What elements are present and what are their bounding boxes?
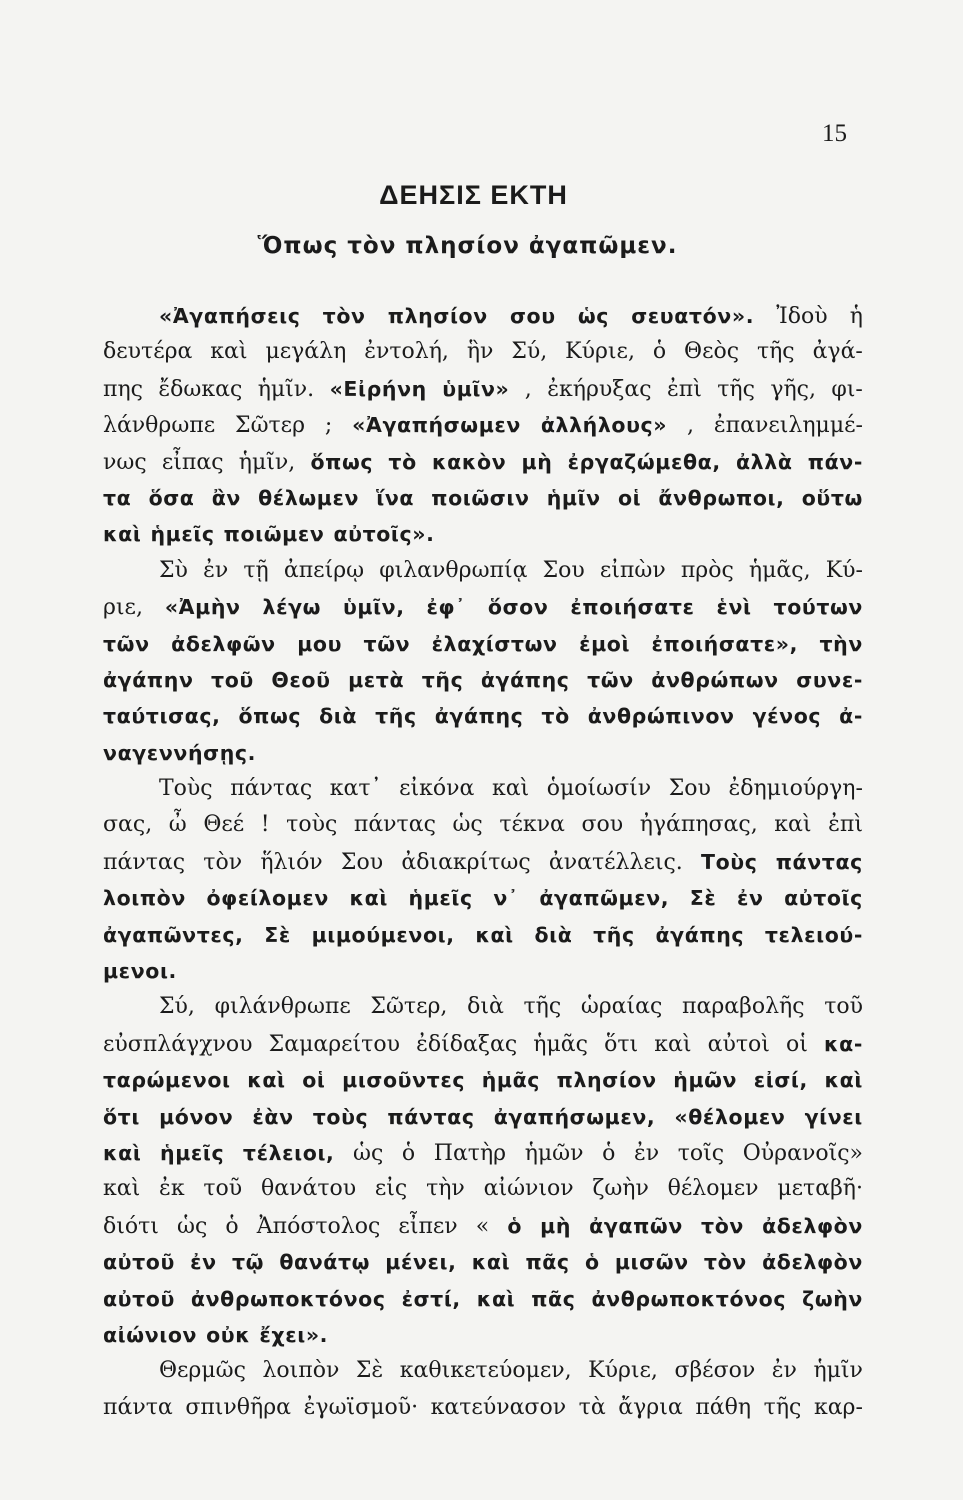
word: φι-	[831, 376, 863, 402]
bold-word: ἀνθρώπινον	[587, 704, 735, 729]
word: τῆς	[756, 339, 795, 365]
word: λάνθρωπε	[103, 413, 216, 439]
bold-word: τέλειοι,	[242, 1140, 335, 1165]
bold-word: ἐλαχίστων	[431, 631, 558, 656]
bold-word: ἡμῶν	[673, 1068, 738, 1093]
bold-word: ν᾽	[493, 886, 519, 911]
bold-word: καὶ	[476, 1286, 516, 1311]
word: Ἀπόστολος	[256, 1213, 381, 1239]
text-line	[103, 917, 863, 953]
word: Κύ-	[825, 557, 863, 583]
bold-word: τελειού-	[764, 922, 863, 947]
text-line	[103, 1099, 863, 1135]
word: τὴν	[426, 1176, 465, 1202]
word: Σύ,	[511, 339, 548, 365]
bold-word: τὸν	[701, 1213, 744, 1238]
bold-word: ἐργαζώμεθα,	[567, 449, 721, 474]
bold-word: αὐτοῖς».	[333, 522, 435, 547]
bold-word: ἑνὶ	[716, 595, 752, 620]
word: Πατὴρ	[433, 1140, 507, 1166]
text-line	[103, 298, 863, 334]
word: ὡραίας	[580, 994, 663, 1020]
text-line	[103, 1062, 863, 1098]
word: ἠγάπησας,	[639, 812, 758, 838]
bold-word: Σὲ	[264, 922, 291, 947]
word: ἡμῖν	[813, 1358, 863, 1384]
bold-word: «θέλομεν	[674, 1104, 786, 1129]
bold-word: καὶ	[824, 1068, 863, 1093]
body-text	[103, 298, 863, 1426]
word: δευτέρα	[103, 339, 193, 365]
word: νως	[103, 449, 147, 475]
word: παραβολῆς	[682, 994, 805, 1020]
word: ἀπείρῳ	[283, 557, 365, 583]
bold-word: αὐτοῖς	[784, 886, 863, 911]
word: ἐν	[771, 1358, 797, 1384]
word: ἐπανειλημμέ-	[713, 413, 863, 439]
word: ἐπὶ	[828, 812, 863, 838]
word: θανάτου	[260, 1176, 357, 1202]
bold-word: πλησίον	[387, 304, 488, 328]
bold-word: τὴν	[819, 631, 863, 656]
bold-word: καὶ	[475, 922, 514, 947]
word: Κύριε,	[565, 339, 635, 365]
word: καρ-	[813, 1394, 863, 1420]
word: σου	[581, 812, 624, 838]
bold-word: ἀγάπης	[434, 704, 524, 729]
bold-word: ἀδελφὸν	[762, 1250, 863, 1275]
bold-word: ἐν	[736, 886, 764, 911]
word: πάντας	[103, 849, 186, 875]
word: ἡμῖν,	[238, 449, 296, 475]
bold-word: τῆς	[375, 704, 417, 729]
word: κατ᾽	[329, 776, 382, 802]
word: σβέσον	[674, 1358, 756, 1384]
bold-word: μένει,	[385, 1250, 457, 1275]
word: ἐγωϊσμοῦ·	[303, 1394, 419, 1420]
bold-word: ζωὴν	[802, 1286, 863, 1311]
bold-word: καὶ	[103, 1140, 142, 1165]
bold-word: ἀλλὰ	[736, 449, 793, 474]
bold-word: μενοι.	[103, 959, 177, 984]
bold-word: αὐτοῦ	[103, 1250, 175, 1275]
text-line	[103, 735, 863, 771]
bold-word: τοῦ	[211, 667, 254, 692]
bold-word: ἂν	[211, 485, 241, 510]
bold-word: ἐφ᾽	[426, 595, 467, 620]
bold-word: ἀδελφῶν	[171, 631, 276, 656]
bold-word: κακὸν	[432, 449, 507, 474]
bold-word: οὕτω	[801, 485, 863, 510]
bold-word: ὑμῖν,	[342, 595, 405, 620]
word: θέλομεν	[667, 1176, 759, 1202]
bold-word: μισῶν	[614, 1250, 689, 1275]
text-line	[103, 1390, 863, 1426]
word: ἐκήρυξας	[547, 376, 652, 402]
bold-word: αὐτοῦ	[103, 1286, 175, 1311]
word: εὐσπλάγχνου	[103, 1031, 253, 1057]
word: ἀνατέλλεις.	[548, 849, 683, 875]
text-line	[103, 662, 863, 698]
bold-word: ἀδελφὸν	[762, 1213, 863, 1238]
word: ὁ	[225, 1213, 239, 1239]
bold-word: τῶν	[363, 631, 411, 656]
bold-word: τῆς	[593, 922, 635, 947]
word: μεταβῆ·	[777, 1176, 863, 1202]
bold-word: Τοὺς	[701, 849, 758, 874]
text-line	[103, 1171, 863, 1207]
bold-word: «Εἰρήνη	[329, 376, 427, 401]
chapter-heading: ΔΕΗΣΙΣ ΕΚΤΗ	[379, 180, 568, 210]
bold-word: ἐὰν	[252, 1104, 294, 1129]
bold-word: ἐστί,	[401, 1286, 461, 1311]
word: σας,	[103, 812, 153, 838]
bold-word: καὶ	[471, 1250, 511, 1275]
bold-word: πλησίον	[556, 1068, 657, 1093]
bold-word: ὅσα	[148, 485, 195, 510]
word: ἐδίδαξας	[416, 1031, 518, 1057]
bold-word: ἄνθρωποι,	[658, 485, 785, 510]
bold-word: εἰσί,	[753, 1068, 808, 1093]
bold-word: ὅπως	[238, 704, 302, 729]
word: τέκνα	[499, 812, 565, 838]
bold-word: καὶ	[247, 1068, 286, 1093]
word: ἡ	[849, 304, 863, 329]
word: Θεέ	[203, 812, 245, 838]
word: Σου	[542, 557, 585, 583]
word: Σῶτερ,	[370, 994, 448, 1020]
bold-word: μὴ	[521, 449, 553, 474]
word: τὸν	[203, 849, 243, 875]
bold-word: πάν-	[807, 449, 863, 474]
word: ἡμῶν	[524, 1140, 584, 1166]
word: Σου	[668, 776, 711, 802]
word: Θερμῶς	[159, 1358, 246, 1384]
word: ἣν	[466, 339, 494, 365]
word: κατεύνασον	[430, 1394, 567, 1420]
word: ὡς	[452, 812, 483, 838]
bold-word: ὅσον	[487, 595, 549, 620]
word: πάντας	[230, 776, 313, 802]
text-line	[103, 626, 863, 662]
bold-word: πάντας	[387, 1104, 475, 1129]
word: ἐκ	[159, 1176, 185, 1202]
word: ἐν	[203, 557, 229, 583]
bold-word: ἀνθρώπων	[651, 667, 779, 692]
text-line	[103, 516, 863, 552]
word: ὦ	[168, 812, 187, 838]
text-line	[103, 589, 863, 625]
word: ;	[324, 413, 333, 439]
word: ὁ	[652, 339, 667, 365]
bold-word: ὅπως	[310, 449, 374, 474]
word: ὅτι	[604, 1031, 639, 1057]
bold-word: λοιπὸν	[103, 886, 186, 911]
bold-word: ὅτι	[103, 1104, 140, 1129]
bold-word: τὸ	[541, 704, 570, 729]
word: Σὲ	[355, 1358, 384, 1384]
bold-word: διὰ	[534, 922, 573, 947]
text-line	[103, 1353, 863, 1389]
bold-word: «Ἀγαπήσωμεν	[352, 413, 521, 438]
text-line	[103, 771, 863, 807]
bold-word: καὶ	[103, 522, 142, 547]
text-line	[103, 807, 863, 843]
word: γῆς,	[770, 376, 816, 402]
text-line	[103, 1135, 863, 1171]
word: ἐν	[633, 1140, 660, 1166]
word: τοῦ	[824, 994, 863, 1020]
chapter-subheading: Ὅπως τὸν πλησίον ἀγαπῶμεν.	[257, 233, 678, 259]
word: τοῖς	[677, 1140, 725, 1166]
bold-word: οὐκ	[206, 1322, 251, 1347]
bold-word: ἡμεῖς	[150, 522, 215, 547]
word: Κύριε,	[588, 1358, 658, 1384]
word: τῆς	[523, 994, 562, 1020]
bold-word: τῆς	[421, 667, 464, 692]
bold-word: καὶ	[349, 886, 388, 911]
bold-word: τῶν	[587, 667, 634, 692]
word: ἀδιακρίτως	[401, 849, 531, 875]
bold-word: ἀγαπῶμεν,	[539, 886, 670, 911]
bold-word: Θεοῦ	[271, 667, 331, 692]
bold-word: ἀγάπην	[103, 667, 194, 692]
word: εἶπεν	[398, 1213, 458, 1239]
bold-word: οἱ	[617, 485, 642, 510]
bold-word: «Ἀγαπήσεις	[159, 304, 301, 328]
word: σπινθῆρα	[185, 1394, 292, 1420]
bold-word: τοὺς	[312, 1104, 369, 1129]
bold-word: μιμούμενοι,	[311, 922, 455, 947]
word: ἐδημιούργη-	[728, 776, 863, 802]
word: «	[475, 1213, 490, 1239]
word: πρὸς	[680, 557, 734, 583]
bold-word: μόνον	[159, 1104, 234, 1129]
bold-word: ναγεννήσῃς.	[103, 740, 257, 765]
word: τοὺς	[286, 812, 338, 838]
text-line	[103, 953, 863, 989]
bold-word: ἀγάπης	[655, 922, 745, 947]
bold-word: τὸν	[322, 304, 366, 328]
word: πάντας	[353, 812, 436, 838]
word: πης	[103, 376, 143, 402]
text-line	[103, 407, 863, 443]
text-line	[103, 844, 863, 880]
bold-word: ἔχει».	[259, 1322, 329, 1347]
word: εἰς	[374, 1176, 408, 1202]
word: ,	[687, 413, 695, 439]
bold-word: συνε-	[796, 667, 863, 692]
page-number: 15	[822, 120, 847, 147]
word: Σου	[340, 849, 384, 875]
word: πάντα	[103, 1394, 173, 1420]
word: τὰ	[578, 1394, 606, 1420]
bold-word: τα	[103, 485, 132, 510]
word: ἔδωκας	[158, 376, 243, 402]
bold-word: ποιῶσιν	[431, 485, 530, 510]
bold-word: γίνει	[804, 1104, 863, 1129]
word: ἡμῖν.	[257, 376, 315, 402]
bold-word: ὁ	[507, 1213, 523, 1238]
word: ὁ	[401, 1140, 416, 1166]
bold-word: ὑμῖν»	[442, 376, 510, 401]
word: διὰ	[467, 994, 504, 1020]
text-line	[103, 1281, 863, 1317]
word: μεγάλη	[265, 339, 347, 365]
bold-word: ἀ-	[839, 704, 863, 729]
word: ἐπὶ	[666, 376, 702, 402]
text-line	[103, 371, 863, 407]
word: Ἰδοὺ	[776, 304, 828, 329]
word: καὶ	[491, 776, 530, 802]
bold-word: ἀγαπῶν	[589, 1213, 683, 1238]
bold-word: σευατόν».	[631, 304, 755, 328]
bold-word: θανάτῳ	[279, 1250, 371, 1275]
bold-word: σου	[509, 304, 556, 328]
bold-word: πάντας	[775, 849, 863, 874]
bold-word: ἐποιήσατε»,	[651, 631, 798, 656]
text-line	[103, 1026, 863, 1062]
bold-word: ὡς	[577, 304, 610, 328]
bold-word: ἀγάπης	[480, 667, 570, 692]
bold-word: Σὲ	[689, 886, 717, 911]
word: καὶ	[210, 339, 248, 365]
bold-word: ἀνθρωποκτόνος	[591, 1286, 787, 1311]
word: εἰπὼν	[599, 557, 666, 583]
word: αἰώνιον	[483, 1176, 574, 1202]
text-line	[103, 553, 863, 589]
word: Σὺ	[159, 557, 188, 583]
word: Σῶτερ	[235, 413, 306, 439]
word: καὶ	[774, 812, 812, 838]
bold-word: ὀφείλομεν	[206, 886, 329, 911]
word: τῆς	[717, 376, 755, 402]
bold-word: τὸ	[388, 449, 417, 474]
bold-word: ἡμεῖς	[160, 1140, 225, 1165]
word: οἱ	[786, 1031, 808, 1057]
word: τῇ	[243, 557, 269, 583]
bold-word: οἱ	[302, 1068, 326, 1093]
word: ἀγά-	[812, 339, 863, 365]
bold-word: «Ἀμὴν	[164, 595, 241, 620]
word: !	[260, 812, 270, 838]
bold-word: ἐν	[190, 1250, 217, 1275]
word: φιλανθρωπίᾳ	[379, 557, 528, 583]
word: εἰκόνα	[399, 776, 475, 802]
word: ἥλιόν	[260, 849, 323, 875]
word: Τοὺς	[159, 776, 213, 802]
text-line	[103, 1208, 863, 1244]
bold-word: ἐμοὶ	[579, 631, 631, 656]
bold-word: τούτων	[773, 595, 863, 620]
word: καθικετεύομεν,	[399, 1358, 572, 1384]
text-line	[103, 880, 863, 916]
word: λοιπὸν	[262, 1358, 340, 1384]
word: ριε,	[103, 595, 143, 621]
bold-word: ποιῶμεν	[223, 522, 325, 547]
word: φιλάνθρωπε	[214, 994, 351, 1020]
bold-word: ἀλλήλους»	[540, 413, 668, 438]
text-line	[103, 480, 863, 516]
bold-word: πᾶς	[531, 1286, 576, 1311]
bold-word: πᾶς	[525, 1250, 570, 1275]
word: Σύ,	[159, 994, 195, 1020]
bold-word: μου	[297, 631, 343, 656]
bold-word: γένος	[752, 704, 822, 729]
bold-word: θέλωμεν	[258, 485, 360, 510]
bold-word: μὴ	[540, 1213, 572, 1238]
bold-word: ἡμεῖς	[408, 886, 473, 911]
bold-word: ταρώμενοι	[103, 1068, 231, 1093]
bold-word: μισοῦντες	[342, 1068, 466, 1093]
text-line	[103, 334, 863, 370]
bold-word: ἐποιήσατε	[570, 595, 695, 620]
word: καὶ	[103, 1176, 141, 1202]
bold-word: ἀγαπῶντες,	[103, 922, 244, 947]
word: ἄγρια	[618, 1394, 683, 1420]
bold-word: λέγω	[262, 595, 322, 620]
bold-word: ἵνα	[376, 485, 415, 510]
word: ἐντολή,	[364, 339, 449, 365]
text-line	[103, 989, 863, 1025]
word: Θεὸς	[684, 339, 740, 365]
bold-word: τῶν	[103, 631, 150, 656]
word: ὁμοίωσίν	[546, 776, 652, 802]
word: Οὐρανοῖς»	[742, 1140, 863, 1166]
bold-word: αἰώνιον	[103, 1322, 198, 1347]
bold-word: τῷ	[231, 1250, 265, 1275]
word: ὁ	[602, 1140, 616, 1166]
word: ἡμᾶς,	[748, 557, 811, 583]
word: τῆς	[763, 1394, 802, 1420]
bold-word: ἀνθρωποκτόνος	[190, 1286, 386, 1311]
word: ζωὴν	[592, 1176, 649, 1202]
word: ἡμᾶς	[533, 1031, 588, 1057]
word: εἶπας	[161, 449, 224, 475]
word: αὐτοὶ	[707, 1031, 770, 1057]
word: τοῦ	[203, 1176, 243, 1202]
word: ὡς	[177, 1213, 208, 1239]
word: ,	[524, 376, 532, 402]
bold-word: ταύτισας,	[103, 704, 221, 729]
bold-word: ὁ	[584, 1250, 600, 1275]
text-line	[103, 698, 863, 734]
text-line	[103, 1244, 863, 1280]
text-line	[103, 444, 863, 480]
bold-word: ἡμᾶς	[481, 1068, 541, 1093]
word: καὶ	[654, 1031, 692, 1057]
word: ὡς	[353, 1140, 384, 1166]
word: πάθη	[695, 1394, 752, 1420]
bold-word: ἡμῖν	[546, 485, 601, 510]
bold-word: ἀγαπήσωμεν,	[493, 1104, 656, 1129]
word: διότι	[103, 1213, 159, 1239]
bold-word: μετὰ	[348, 667, 405, 692]
word: Σαμαρείτου	[268, 1031, 400, 1057]
bold-word: διὰ	[319, 704, 358, 729]
text-line	[103, 1317, 863, 1353]
bold-word: κα-	[824, 1031, 863, 1056]
bold-word: τὸν	[703, 1250, 747, 1275]
